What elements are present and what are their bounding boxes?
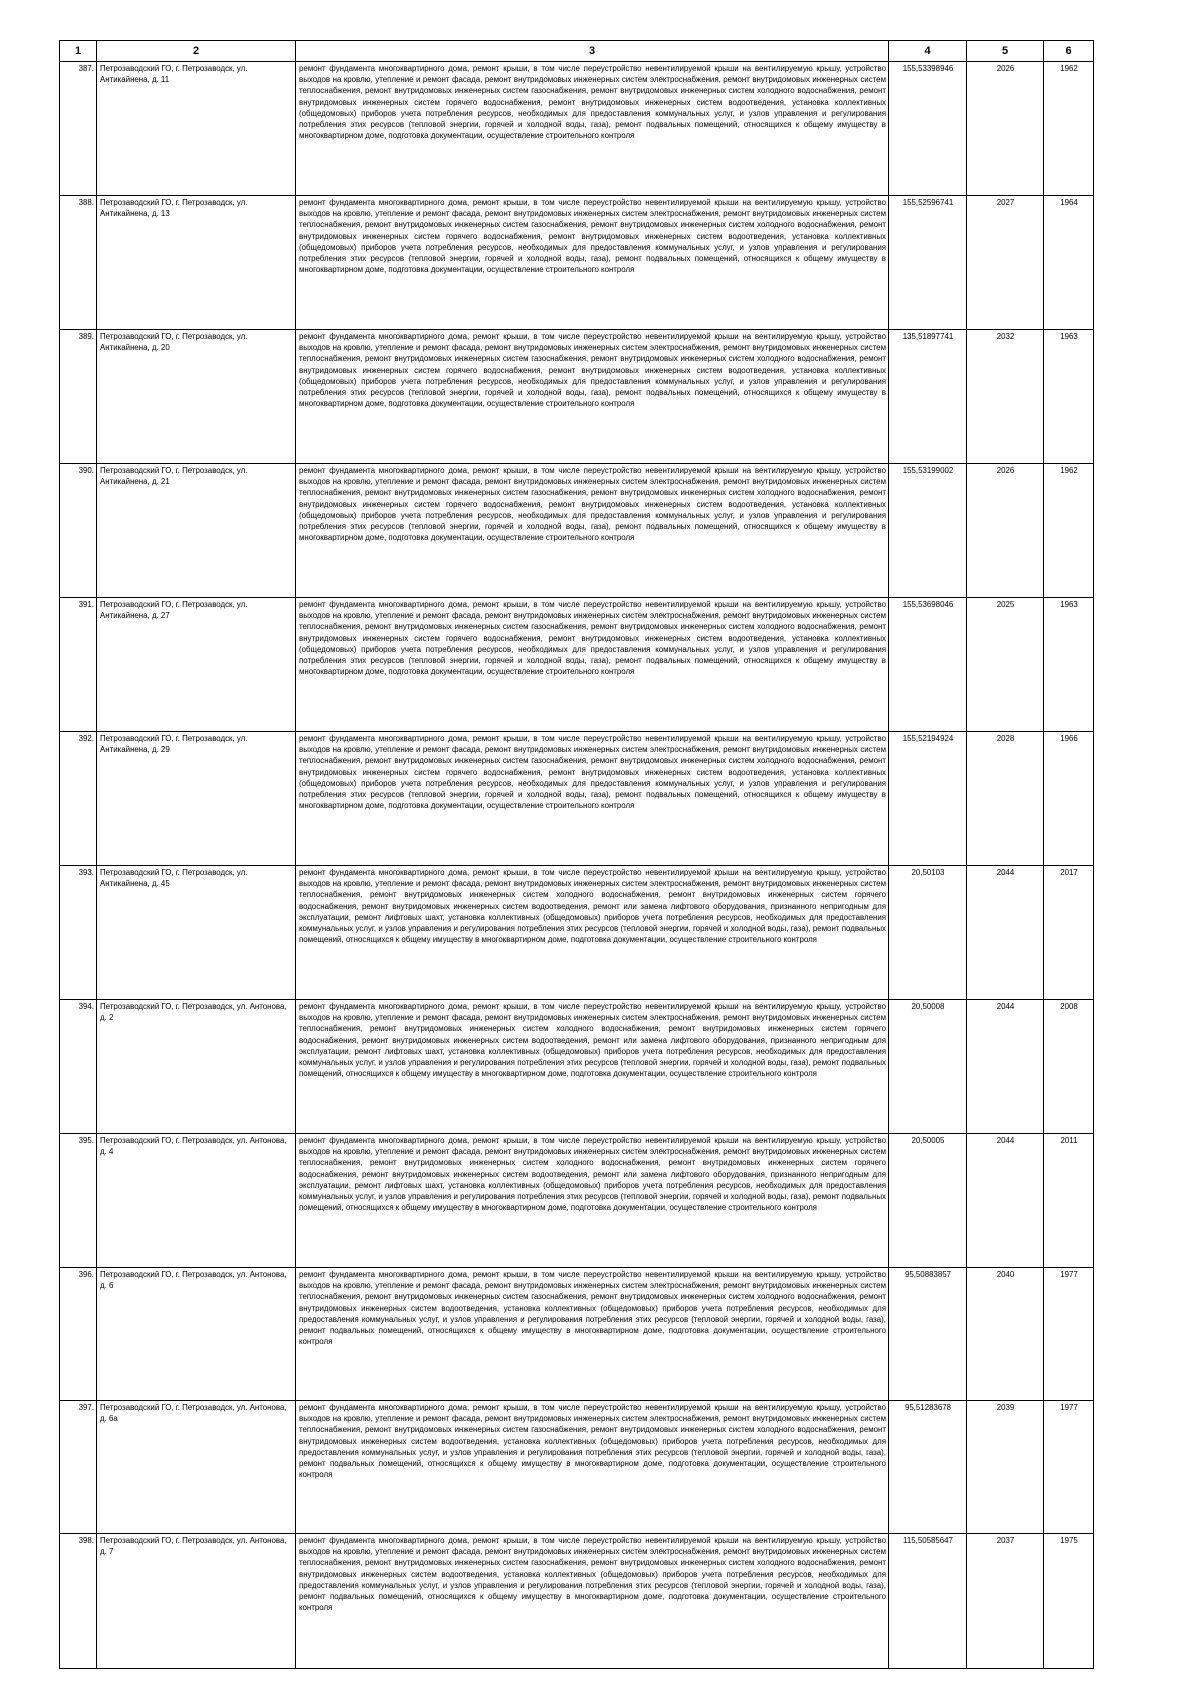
row-number: 391. [60, 598, 97, 732]
row-year: 2037 [967, 1534, 1044, 1669]
row-works: ремонт фундамента многоквартирного дома, ремонт крыши, в том числе переустройство невентилируемой крыши на вентилируемую крышу, устройство выходов на кровлю, утепление и ремонт фасада, ремонт внутридомовых инженерных систем электроснабжения, ремонт внутридомовых инженерных систем теплоснабжения, ремонт внутридомовых инженерных систем газоснабжения, ремонт внутридомовых инженерных систем холодного водоснабжения, ремонт внутридомовых инженерных систем горячего водоснабжения, ремонт внутридомовых инженерных систем водоотведения, установка коллективных (общедомовых) приборов учета потребления ресурсов, необходимых для предоставления коммунальных услуг, и узлов управления и регулирования потребления этих ресурсов (тепловой энергии, горячей и холодной воды, газа), ремонт подвальных помещений, относящихся к общему имуществу в многоквартирном доме, подготовка документации, осуществление строительного контроля [296, 330, 889, 464]
row-built: 1975 [1044, 1534, 1094, 1669]
row-address: Петрозаводский ГО, г. Петрозаводск, ул. Антикайнена, д. 29 [97, 732, 296, 866]
row-cost: 115,50585647 [889, 1534, 967, 1669]
capital-repair-table [59, 40, 1094, 1669]
header-col-3: 3 [296, 41, 889, 62]
row-cost: 20,50005 [889, 1134, 967, 1268]
row-year: 2044 [967, 1000, 1044, 1134]
table-row [60, 598, 1094, 732]
row-cost: 95,51283678 [889, 1401, 967, 1534]
row-address: Петрозаводский ГО, г. Петрозаводск, ул. Антонова, д. 6а [97, 1401, 296, 1534]
row-number: 398. [60, 1534, 97, 1669]
row-works: ремонт фундамента многоквартирного дома, ремонт крыши, в том числе переустройство невентилируемой крыши на вентилируемую крышу, устройство выходов на кровлю, утепление и ремонт фасада, ремонт внутридомовых инженерных систем электроснабжения, ремонт внутридомовых инженерных систем теплоснабжения, ремонт внутридомовых инженерных систем газоснабжения, ремонт внутридомовых инженерных систем холодного водоснабжения, ремонт внутридомовых инженерных систем водоотведения, установка коллективных (общедомовых) приборов учета потребления ресурсов, необходимых для предоставления коммунальных услуг, и узлов управления и регулирования потребления этих ресурсов (тепловой энергии, горячей и холодной воды, газа), ремонт подвальных помещений, относящихся к общему имуществу в многоквартирном доме, подготовка документации, осуществление строительного контроля [296, 1534, 889, 1669]
row-address: Петрозаводский ГО, г. Петрозаводск, ул. Антонова, д. 4 [97, 1134, 296, 1268]
table-row [60, 1268, 1094, 1401]
row-works: ремонт фундамента многоквартирного дома, ремонт крыши, в том числе переустройство невентилируемой крыши на вентилируемую крышу, устройство выходов на кровлю, утепление и ремонт фасада, ремонт внутридомовых инженерных систем электроснабжения, ремонт внутридомовых инженерных систем теплоснабжения, ремонт внутридомовых инженерных систем газоснабжения, ремонт внутридомовых инженерных систем холодного водоснабжения, ремонт внутридомовых инженерных систем горячего водоснабжения, ремонт внутридомовых инженерных систем водоотведения, установка коллективных (общедомовых) приборов учета потребления ресурсов, необходимых для предоставления коммунальных услуг, и узлов управления и регулирования потребления этих ресурсов (тепловой энергии, горячей и холодной воды, газа), ремонт подвальных помещений, относящихся к общему имуществу в многоквартирном доме, подготовка документации, осуществление строительного контроля [296, 598, 889, 732]
row-number: 394. [60, 1000, 97, 1134]
row-cost: 155,53698046 [889, 598, 967, 732]
row-address: Петрозаводский ГО, г. Петрозаводск, ул. Антикайнена, д. 45 [97, 866, 296, 1000]
row-cost: 95,50883857 [889, 1268, 967, 1401]
row-cost: 135,51897741 [889, 330, 967, 464]
table-row [60, 330, 1094, 464]
row-built: 1963 [1044, 598, 1094, 732]
table-row [60, 866, 1094, 1000]
row-address: Петрозаводский ГО, г. Петрозаводск, ул. Антонова, д. 7 [97, 1534, 296, 1669]
row-address: Петрозаводский ГО, г. Петрозаводск, ул. Антонова, д. 6 [97, 1268, 296, 1401]
row-number: 390. [60, 464, 97, 598]
table-row [60, 1134, 1094, 1268]
row-number: 397. [60, 1401, 97, 1534]
row-year: 2039 [967, 1401, 1044, 1534]
row-built: 2011 [1044, 1134, 1094, 1268]
row-built: 1966 [1044, 732, 1094, 866]
row-year: 2040 [967, 1268, 1044, 1401]
row-year: 2044 [967, 866, 1044, 1000]
row-year: 2032 [967, 330, 1044, 464]
header-col-5: 5 [967, 41, 1044, 62]
row-number: 392. [60, 732, 97, 866]
row-address: Петрозаводский ГО, г. Петрозаводск, ул. Антикайнена, д. 27 [97, 598, 296, 732]
header-row [60, 41, 1094, 62]
row-cost: 20,50008 [889, 1000, 967, 1134]
row-cost: 155,53398946 [889, 62, 967, 196]
header-col-6: 6 [1044, 41, 1094, 62]
row-number: 393. [60, 866, 97, 1000]
row-built: 2017 [1044, 866, 1094, 1000]
row-address: Петрозаводский ГО, г. Петрозаводск, ул. Антикайнена, д. 11 [97, 62, 296, 196]
row-cost: 155,52194924 [889, 732, 967, 866]
row-number: 396. [60, 1268, 97, 1401]
row-address: Петрозаводский ГО, г. Петрозаводск, ул. Антонова, д. 2 [97, 1000, 296, 1134]
row-built: 1963 [1044, 330, 1094, 464]
row-works: ремонт фундамента многоквартирного дома, ремонт крыши, в том числе переустройство невентилируемой крыши на вентилируемую крышу, устройство выходов на кровлю, утепление и ремонт фасада, ремонт внутридомовых инженерных систем электроснабжения, ремонт внутридомовых инженерных систем теплоснабжения, ремонт внутридомовых инженерных систем газоснабжения, ремонт внутридомовых инженерных систем холодного водоснабжения, ремонт внутридомовых инженерных систем горячего водоснабжения, ремонт внутридомовых инженерных систем водоотведения, установка коллективных (общедомовых) приборов учета потребления ресурсов, необходимых для предоставления коммунальных услуг, и узлов управления и регулирования потребления этих ресурсов (тепловой энергии, горячей и холодной воды, газа), ремонт подвальных помещений, относящихся к общему имуществу в многоквартирном доме, подготовка документации, осуществление строительного контроля [296, 464, 889, 598]
row-works: ремонт фундамента многоквартирного дома, ремонт крыши, в том числе переустройство невентилируемой крыши на вентилируемую крышу, устройство выходов на кровлю, утепление и ремонт фасада, ремонт внутридомовых инженерных систем электроснабжения, ремонт внутридомовых инженерных систем теплоснабжения, ремонт внутридомовых инженерных систем газоснабжения, ремонт внутридомовых инженерных систем холодного водоснабжения, ремонт внутридомовых инженерных систем горячего водоснабжения, ремонт внутридомовых инженерных систем водоотведения, установка коллективных (общедомовых) приборов учета потребления ресурсов, необходимых для предоставления коммунальных услуг, и узлов управления и регулирования потребления этих ресурсов (тепловой энергии, горячей и холодной воды, газа), ремонт подвальных помещений, относящихся к общему имуществу в многоквартирном доме, подготовка документации, осуществление строительного контроля [296, 62, 889, 196]
table-row [60, 464, 1094, 598]
row-built: 1964 [1044, 196, 1094, 330]
row-year: 2028 [967, 732, 1044, 866]
row-year: 2026 [967, 62, 1044, 196]
row-number: 389. [60, 330, 97, 464]
row-year: 2027 [967, 196, 1044, 330]
row-number: 387. [60, 62, 97, 196]
table-row [60, 732, 1094, 866]
row-cost: 155,53199002 [889, 464, 967, 598]
row-works: ремонт фундамента многоквартирного дома, ремонт крыши, в том числе переустройство невентилируемой крыши на вентилируемую крышу, устройство выходов на кровлю, утепление и ремонт фасада, ремонт внутридомовых инженерных систем электроснабжения, ремонт внутридомовых инженерных систем теплоснабжения, ремонт внутридомовых инженерных систем газоснабжения, ремонт внутридомовых инженерных систем холодного водоснабжения, ремонт внутридомовых инженерных систем горячего водоснабжения, ремонт внутридомовых инженерных систем водоотведения, установка коллективных (общедомовых) приборов учета потребления ресурсов, необходимых для предоставления коммунальных услуг, и узлов управления и регулирования потребления этих ресурсов (тепловой энергии, горячей и холодной воды, газа), ремонт подвальных помещений, относящихся к общему имуществу в многоквартирном доме, подготовка документации, осуществление строительного контроля [296, 196, 889, 330]
row-cost: 155,52596741 [889, 196, 967, 330]
row-works: ремонт фундамента многоквартирного дома, ремонт крыши, в том числе переустройство невентилируемой крыши на вентилируемую крышу, устройство выходов на кровлю, утепление и ремонт фасада, ремонт внутридомовых инженерных систем электроснабжения, ремонт внутридомовых инженерных систем теплоснабжения, ремонт внутридомовых инженерных систем газоснабжения, ремонт внутридомовых инженерных систем холодного водоснабжения, ремонт внутридомовых инженерных систем водоотведения, установка коллективных (общедомовых) приборов учета потребления ресурсов, необходимых для предоставления коммунальных услуг, и узлов управления и регулирования потребления этих ресурсов (тепловой энергии, горячей и холодной воды, газа), ремонт подвальных помещений, относящихся к общему имуществу в многоквартирном доме, подготовка документации, осуществление строительного контроля [296, 1268, 889, 1401]
row-number: 388. [60, 196, 97, 330]
table-row [60, 196, 1094, 330]
table-row [60, 1401, 1094, 1534]
row-built: 2008 [1044, 1000, 1094, 1134]
row-address: Петрозаводский ГО, г. Петрозаводск, ул. Антикайнена, д. 20 [97, 330, 296, 464]
row-built: 1962 [1044, 62, 1094, 196]
table-row [60, 1534, 1094, 1669]
header-col-1: 1 [60, 41, 97, 62]
row-works: ремонт фундамента многоквартирного дома, ремонт крыши, в том числе переустройство невентилируемой крыши на вентилируемую крышу, устройство выходов на кровлю, утепление и ремонт фасада, ремонт внутридомовых инженерных систем электроснабжения, ремонт внутридомовых инженерных систем теплоснабжения, ремонт внутридомовых инженерных систем газоснабжения, ремонт внутридомовых инженерных систем холодного водоснабжения, ремонт внутридомовых инженерных систем водоотведения, установка коллективных (общедомовых) приборов учета потребления ресурсов, необходимых для предоставления коммунальных услуг, и узлов управления и регулирования потребления этих ресурсов (тепловой энергии, горячей и холодной воды, газа), ремонт подвальных помещений, относящихся к общему имуществу в многоквартирном доме, подготовка документации, осуществление строительного контроля [296, 1401, 889, 1534]
row-built: 1977 [1044, 1401, 1094, 1534]
header-col-2: 2 [97, 41, 296, 62]
row-address: Петрозаводский ГО, г. Петрозаводск, ул. Антикайнена, д. 13 [97, 196, 296, 330]
row-address: Петрозаводский ГО, г. Петрозаводск, ул. Антикайнена, д. 21 [97, 464, 296, 598]
table-row [60, 1000, 1094, 1134]
table-row [60, 62, 1094, 196]
header-col-4: 4 [889, 41, 967, 62]
row-works: ремонт фундамента многоквартирного дома, ремонт крыши, в том числе переустройство невентилируемой крыши на вентилируемую крышу, устройство выходов на кровлю, утепление и ремонт фасада, ремонт внутридомовых инженерных систем электроснабжения, ремонт внутридомовых инженерных систем теплоснабжения, ремонт внутридомовых инженерных систем газоснабжения, ремонт внутридомовых инженерных систем холодного водоснабжения, ремонт внутридомовых инженерных систем горячего водоснабжения, ремонт внутридомовых инженерных систем водоотведения, установка коллективных (общедомовых) приборов учета потребления ресурсов, необходимых для предоставления коммунальных услуг, и узлов управления и регулирования потребления этих ресурсов (тепловой энергии, горячей и холодной воды, газа), ремонт подвальных помещений, относящихся к общему имуществу в многоквартирном доме, подготовка документации, осуществление строительного контроля [296, 732, 889, 866]
row-works: ремонт фундамента многоквартирного дома, ремонт крыши, в том числе переустройство невентилируемой крыши на вентилируемую крышу, устройство выходов на кровлю, утепление и ремонт фасада, ремонт внутридомовых инженерных систем электроснабжения, ремонт внутридомовых инженерных систем теплоснабжения, ремонт внутридомовых инженерных систем холодного водоснабжения, ремонт внутридомовых инженерных систем горячего водоснабжения, ремонт внутридомовых инженерных систем водоотведения, ремонт или замена лифтового оборудования, признанного непригодным для эксплуатации, ремонт лифтовых шахт, установка коллективных (общедомовых) приборов учета потребления ресурсов, необходимых для предоставления коммунальных услуг, и узлов управления и регулирования потребления этих ресурсов (тепловой энергии, горячей и холодной воды, газа), ремонт подвальных помещений, относящихся к общему имуществу в многоквартирном доме, подготовка документации, осуществление строительного контроля [296, 1000, 889, 1134]
row-number: 395. [60, 1134, 97, 1268]
row-works: ремонт фундамента многоквартирного дома, ремонт крыши, в том числе переустройство невентилируемой крыши на вентилируемую крышу, устройство выходов на кровлю, утепление и ремонт фасада, ремонт внутридомовых инженерных систем электроснабжения, ремонт внутридомовых инженерных систем теплоснабжения, ремонт внутридомовых инженерных систем холодного водоснабжения, ремонт внутридомовых инженерных систем горячего водоснабжения, ремонт внутридомовых инженерных систем водоотведения, ремонт или замена лифтового оборудования, признанного непригодным для эксплуатации, ремонт лифтовых шахт, установка коллективных (общедомовых) приборов учета потребления ресурсов, необходимых для предоставления коммунальных услуг, и узлов управления и регулирования потребления этих ресурсов (тепловой энергии, горячей и холодной воды, газа), ремонт подвальных помещений, относящихся к общему имуществу в многоквартирном доме, подготовка документации, осуществление строительного контроля [296, 1134, 889, 1268]
row-year: 2026 [967, 464, 1044, 598]
row-built: 1977 [1044, 1268, 1094, 1401]
row-works: ремонт фундамента многоквартирного дома, ремонт крыши, в том числе переустройство невентилируемой крыши на вентилируемую крышу, устройство выходов на кровлю, утепление и ремонт фасада, ремонт внутридомовых инженерных систем электроснабжения, ремонт внутридомовых инженерных систем теплоснабжения, ремонт внутридомовых инженерных систем холодного водоснабжения, ремонт внутридомовых инженерных систем горячего водоснабжения, ремонт внутридомовых инженерных систем водоотведения, ремонт или замена лифтового оборудования, признанного непригодным для эксплуатации, ремонт лифтовых шахт, установка коллективных (общедомовых) приборов учета потребления ресурсов, необходимых для предоставления коммунальных услуг, и узлов управления и регулирования потребления этих ресурсов (тепловой энергии, горячей и холодной воды, газа), ремонт подвальных помещений, относящихся к общему имуществу в многоквартирном доме, подготовка документации, осуществление строительного контроля [296, 866, 889, 1000]
row-cost: 20,50103 [889, 866, 967, 1000]
row-year: 2025 [967, 598, 1044, 732]
row-year: 2044 [967, 1134, 1044, 1268]
row-built: 1962 [1044, 464, 1094, 598]
